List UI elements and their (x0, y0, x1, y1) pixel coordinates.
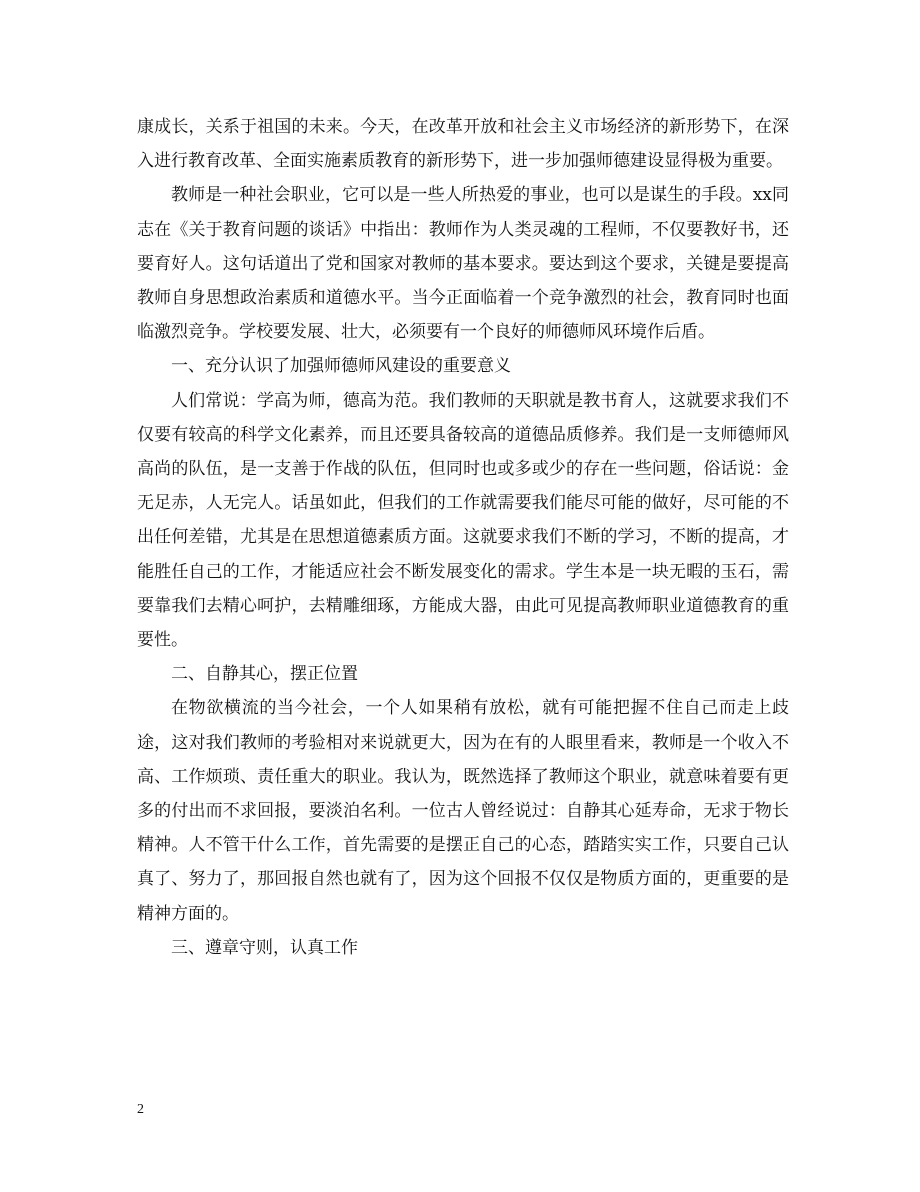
section-heading-1: 一、充分认识了加强师德师风建设的重要意义 (171, 356, 511, 377)
paragraph-section-1: 人们常说：学高为师，德高为范。我们教师的天职就是教书育人，这就要求我们不仅要有较高的科学文化素养，而且还要具备较高的道德品质修养。我们是一支师德师风高尚的队伍，是一支善于作战的队伍，但同时也或多或少的存在一些问题，俗话说：金无足赤，人无完人。话虽如此，但我们的工作就需要我们能尽可能的做好，尽可能的不出任何差错，尤其是在思想道德素质方面。这就要求我们不断的学习，不断的提高，才能胜任自己的工作，才能适应社会不断发展变化的需求。学生本是一块无暇的玉石，需要靠我们去精心呵护，去精雕细琢，方能成大器，由此可见提高教师职业道德教育的重要性。 (137, 390, 789, 651)
section-heading-2: 二、自静其心，摆正位置 (171, 664, 358, 685)
paragraph-section-2: 在物欲横流的当今社会，一个人如果稍有放松，就有可能把握不住自己而走上歧途，这对我们教师的考验相对来说就更大，因为在有的人眼里看来，教师是一个收入不高、工作烦琐、责任重大的职业。我认为，既然选择了教师这个职业，就意味着要有更多的付出而不求回报，要淡泊名利。一位古人曾经说过：自静其心延寿命，无求于物长精神。人不管干什么工作，首先需要的是摆正自己的心态，踏踏实实工作，只要自己认真了、努力了，那回报自然也就有了，因为这个回报不仅仅是物质方面的，更重要的是精神方面的。 (137, 698, 789, 924)
section-heading-3: 三、遵章守则，认真工作 (171, 937, 358, 958)
paragraph-teacher-profession: 教师是一种社会职业，它可以是一些人所热爱的事业，也可以是谋生的手段。xx同志在《关于教育问题的谈话》中指出：教师作为人类灵魂的工程师，不仅要教好书，还要育好人。这句话道出了党和国家对教师的基本要求。要达到这个要求，关键是要提高教师自身思想政治素质和道德水平。当今正面临着一个竞争激烈的社会，教育同时也面临激烈竞争。学校要发展、壮大，必须要有一个良好的师德师风环境作后盾。 (137, 185, 789, 343)
document-body (137, 110, 789, 965)
paragraph-continuation: 康成长，关系于祖国的未来。今天，在改革开放和社会主义市场经济的新形势下，在深入进行教育改革、全面实施素质教育的新形势下，进一步加强师德建设显得极为重要。 (137, 117, 789, 172)
page-number: 2 (137, 1102, 144, 1117)
